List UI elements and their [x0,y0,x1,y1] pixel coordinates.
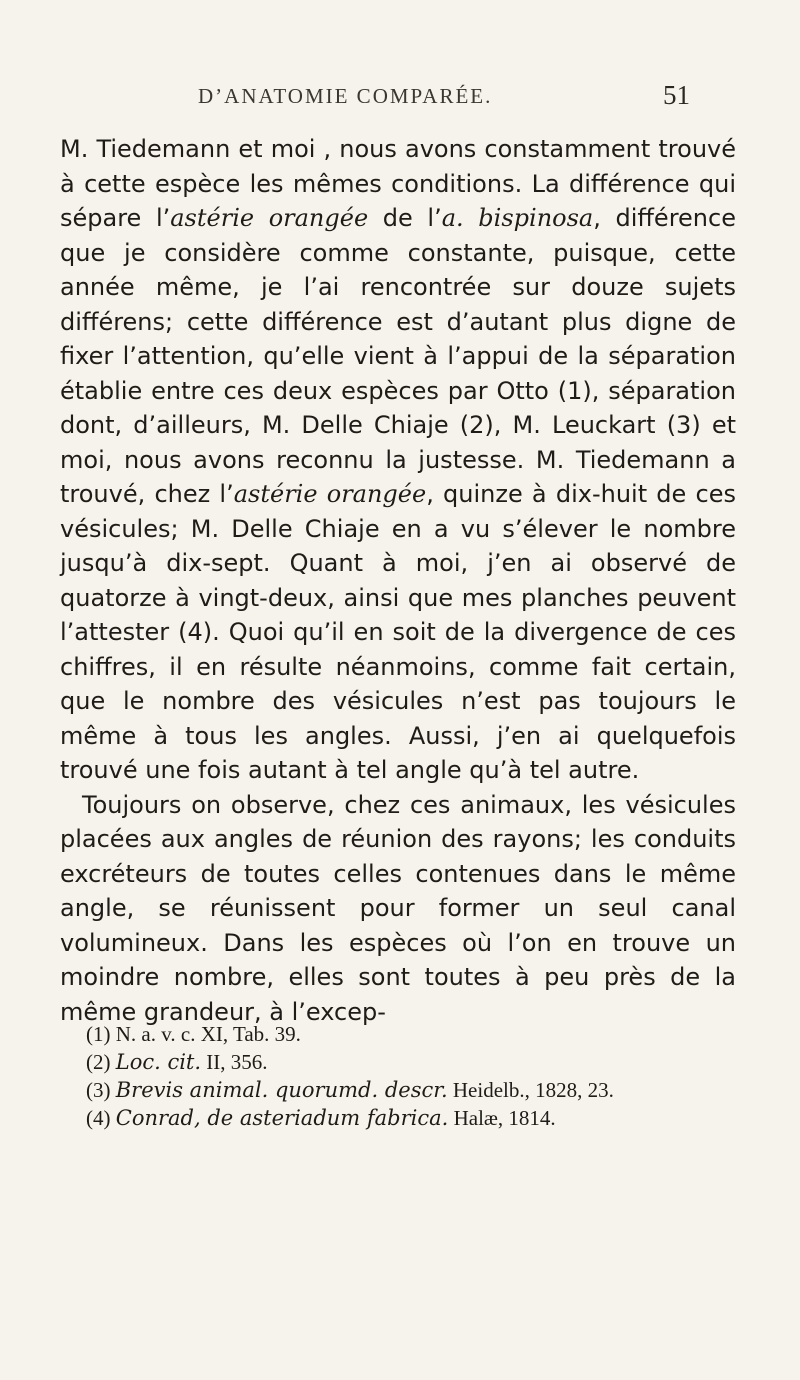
footnote-citation-italic: Conrad, de asteriadum fabrica. [115,1106,449,1130]
paragraph-1-text-b: de l’ [368,204,442,232]
footnote-mark: (2) [86,1050,111,1074]
species-name-italic: a. bispinosa [441,204,594,232]
footnote-text: Halæ, 1814. [448,1106,556,1130]
footnote-mark: (1) [86,1022,111,1046]
footnote-1 [86,1020,746,1048]
species-name-italic: astérie orangée [233,480,427,508]
page-header [0,80,800,124]
footnote-citation-italic: Brevis animal. quorumd. descr. [115,1078,448,1102]
page-number: 51 [663,80,690,110]
footnote-3 [86,1076,746,1104]
footnote-text: N. a. v. c. XI, Tab. 39. [115,1022,301,1046]
footnote-4 [86,1104,746,1132]
footnote-citation-italic: Loc. cit. [115,1050,202,1074]
paragraph-2: Toujours on observe, chez ces animaux, les vésicules placées aux angles de réunion des rayons; les conduits excréteurs de toutes celles contenues dans le même angle, se réunissent pour former un seul canal volumineux. Dans les espèces où l’on en trouve un moindre nombre, elles sont toutes à peu près de la même grandeur, à l’excep- [60,790,736,1026]
footnotes [86,1020,746,1132]
species-name-italic: astérie orangée [170,204,369,232]
paragraph-1-text-d: , quinze à dix-huit de ces vésicules; M. Delle Chiaje en a vu s’élever le nombre jusqu’à dix-sept. Quant à moi, j’en ai observé de quatorze à vingt-deux, ainsi que mes planches peuvent l’attester (4). Quoi qu’il en soit de la divergence de ces chiffres, il en résulte néanmoins, comme fait certain, que le nombre des vésicules n’est pas toujours le même à tous les angles. Aussi, j’en ai quelquefois trouvé une fois autant à tel angle qu’à tel autre. [60,480,736,784]
footnote-mark: (4) [86,1106,111,1130]
footnote-mark: (3) [86,1078,111,1102]
paragraph-1 [60,132,736,788]
main-text [60,132,736,1029]
paragraph-1-text-c: , différence que je considère comme constante, puisque, cette année même, je l’ai rencontrée sur douze sujets différens; cette différence est d’autant plus digne de fixer l’attention, qu’elle vient à l’appui de la séparation établie entre ces deux espèces par Otto (1), séparation dont, d’ailleurs, M. Delle Chiaje (2), M. Leuckart (3) et moi, nous avons reconnu la justesse. M. Tiedemann a trouvé, chez l’ [60,204,736,508]
footnote-2 [86,1048,746,1076]
footnote-text: Heidelb., 1828, 23. [447,1078,614,1102]
paragraph-1-text-a: M. Tiedemann et moi , nous avons constamment trouvé à cette espèce les mêmes conditions. La différence qui sépare l’ [60,135,736,232]
running-head: D’ANATOMIE COMPARÉE. [198,84,493,108]
footnote-text: II, 356. [201,1050,268,1074]
